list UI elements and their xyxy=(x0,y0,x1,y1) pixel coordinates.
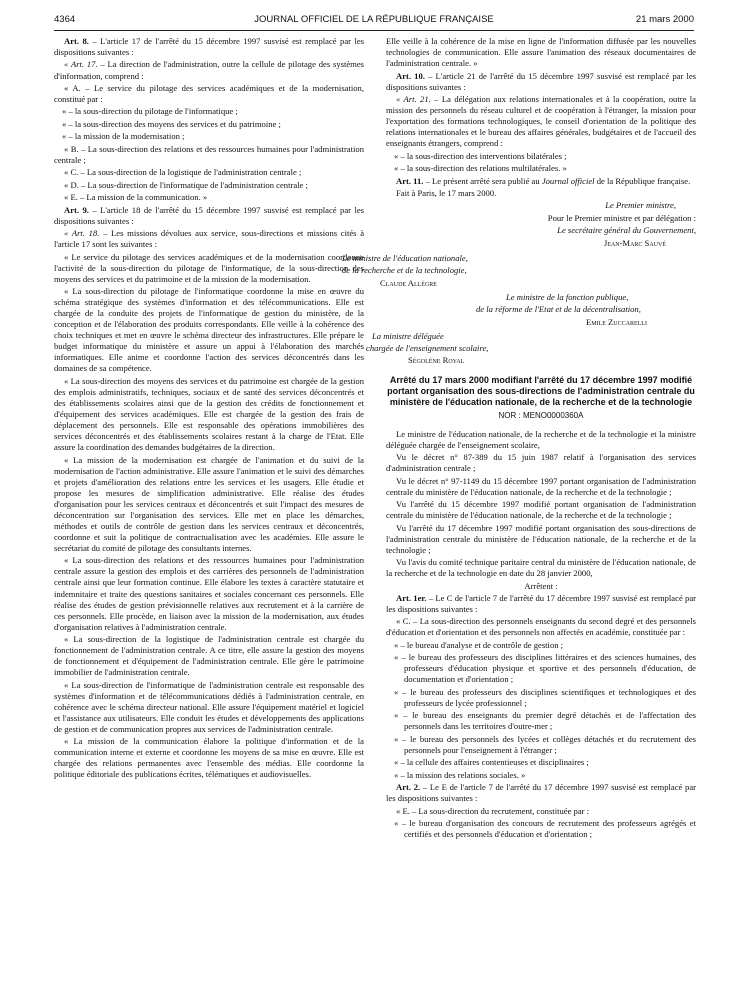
signature-title: chargée de l'enseignement scolaire, xyxy=(366,343,489,354)
signature-title: La ministre déléguée xyxy=(372,330,444,341)
list-item: « – la sous-direction des moyens des services et du patrimoine ; xyxy=(62,118,281,129)
header-rule xyxy=(54,30,694,31)
list-item: « – la mission de la modernisation ; xyxy=(62,131,185,142)
paragraph: Vu le décret n° 97-1149 du 15 décembre 1997 portant organisation de l'administration centrale du ministère de l'éducation nationale, de la recherche et de la technologie ; xyxy=(386,475,696,497)
article-11: Art. 11. – Le présent arrêté sera publié au Journal officiel de la République française. xyxy=(396,175,691,186)
paragraph: « La sous-direction des moyens des services et du patrimoine est chargée de la gestion des emplois administratifs, techniques, sociaux et de santé des services déconcentrés et des établissements scolaires ainsi que de la gestion des crédits de fonctionnement et d'équipement des services académiques. Elle est chargée de la gestion des frais de déplacement des personnels. Elle est responsable des opérations immobilières des services déconcentrés et des établissements scolaires restant à la charge de l'Etat. Elle assure la coordination des demandes budgétaires de la direction. xyxy=(54,375,364,453)
paragraph: « D. – La sous-direction de l'informatique de l'administration centrale ; xyxy=(64,179,308,190)
signature-name: Emile Zuccarelli xyxy=(586,316,647,327)
paragraph: Vu l'arrêté du 17 décembre 1997 modifié portant organisation des sous-directions de l'administration centrale du ministère de l'éducation nationale, de la recherche et de la technologie ; xyxy=(386,522,696,555)
paragraph: « La sous-direction des relations et des ressources humaines pour l'administration centrale assure la gestion des emplois et des carrières des personnels de l'administration centrale ainsi que leur formation continue. Elle élabore les textes à caractère statutaire et indemnitaire et traite des questions sanitaires et sociales concernant ces personnels. Elle réalise des études de gestion prévisionnelle relatives aux recrutement et à la carrière de ces personnels. Elle procède, en liaison avec la mission de la modernisation, aux études d'organisation relatives à l'administration centrale. xyxy=(54,555,364,632)
paragraph: « La sous-direction de la logistique de l'administration centrale est chargée du fonctionnement de l'administration centrale. A ce titre, elle assure la gestion des moyens de fonctionnement et d'équipement de l'administration centrale. Elle gère le patrimoine immobilier de l'administration centrale. xyxy=(54,634,364,678)
signature-title: de la réforme de l'Etat et de la décentralisation, xyxy=(476,304,641,315)
page-number: 4364 xyxy=(54,14,76,25)
article-1: Art. 1er. – Le C de l'article 7 de l'arrêté du 17 décembre 1997 susvisé est remplacé par les dispositions suivantes : xyxy=(386,592,696,614)
signature-delegation: Pour le Premier ministre et par délégation : xyxy=(547,212,696,223)
paragraph: Le ministre de l'éducation nationale, de la recherche et de la technologie et la ministre déléguée chargée de l'enseignement scolaire, xyxy=(386,428,696,450)
paragraph: « A. – Le service du pilotage des services académiques et de la modernisation, constitué par : xyxy=(54,82,364,105)
decree-title: Arrêté du 17 mars 2000 modifiant l'arrêté du 17 décembre 1997 modifié portant organisation des sous-directions de l'administration centrale du ministère de l'éducation nationale, de la recherche et de la technologie xyxy=(387,374,695,407)
signature-title: Le ministre de l'éducation nationale, xyxy=(342,252,468,263)
paragraph: « C. – La sous-direction des personnels enseignants du second degré et des personnels d'éducation et d'orientation et des personnels non affectés en académie, constituée par : xyxy=(386,616,696,638)
article-10: Art. 10. – L'article 21 de l'arrêté du 15 décembre 1997 susvisé est remplacé par les dispositions suivantes : xyxy=(386,70,697,92)
list-item: « – le bureau des professeurs des disciplines littéraires et des sciences humaines, des professeurs d'éducation physique et sportive et des personnels d'éducation, de documentation et d'orientation ; xyxy=(394,652,696,685)
article-9: Art. 9. – L'article 18 de l'arrêté du 15 décembre 1997 susvisé est remplacé par les dispositions suivantes : xyxy=(54,204,364,226)
list-item: « – le bureau d'organisation des concours de recrutement des professeurs agrégés et certifiés et des personnels d'éducation et d'orientation ; xyxy=(394,818,696,840)
signature-name: Ségolène Royal xyxy=(408,355,465,366)
right-column xyxy=(342,36,697,842)
paragraph: « La sous-direction du pilotage de l'informatique coordonne la mise en œuvre du schéma stratégique des systèmes d'information et des télécommunications. Elle est chargée de la conduite des projets de l'informatique de gestion du ministère, de la conception et de l'élaboration des produits correspondants. Elle veille à la cohérence des choix techniques et met en œuvre le schéma directeur des infrastructures. Elle prépare le budget informatique du ministère et assure un appui à l'élaboration des marchés informatiques. Elle anime et coordonne l'action des services déconcentrés dans les domaines de sa compétence. xyxy=(54,286,364,374)
list-item: « – le bureau d'analyse et de contrôle de gestion ; xyxy=(394,639,564,650)
paragraph: Vu l'arrêté du 15 décembre 1997 modifié portant organisation de l'administration centrale du ministère de l'éducation nationale, de la recherche et de la technologie ; xyxy=(386,499,696,521)
list-item: « – la sous-direction des interventions bilatérales ; xyxy=(394,150,567,161)
signature-title: Le ministre de la fonction publique, xyxy=(506,291,629,302)
paragraph: Elle veille à la cohérence de la mise en ligne de l'information diffusée par les nouvelles technologies de communication. Elle assure l'animation des réseaux documentaires de l'administration centrale. » xyxy=(386,36,696,69)
paragraph: « B. – La sous-direction des relations et des ressources humaines pour l'administration centrale ; xyxy=(54,143,364,165)
article-2: Art. 2. – Le E de l'article 7 de l'arrêté du 17 décembre 1997 susvisé est remplacé par les dispositions suivantes : xyxy=(386,782,697,804)
paragraph: « E. – La mission de la communication. » xyxy=(64,192,208,203)
journal-title: JOURNAL OFFICIEL DE LA RÉPUBLIQUE FRANÇAISE xyxy=(254,14,494,25)
signature-name: Claude Allègre xyxy=(380,277,437,288)
list-item: « – la cellule des affaires contentieuses et disciplinaires ; xyxy=(394,757,589,768)
article-17: « Art. 17. – La direction de l'administration, outre la cellule de pilotage des systèmes d'information, comprend : xyxy=(54,59,365,81)
left-column xyxy=(54,36,364,782)
signature-title: de la recherche et de la technologie, xyxy=(342,265,467,276)
article-21: « Art. 21. – La délégation aux relations internationales et à la coopération, outre la mission des personnels du réseau culturel et de coopération à l'étranger, la mission pour l'exportation des formations technologiques, le conseil d'orientation de la politique des relations internationales et le bureau des affaires générales, budgétaires et de l'accueil des enseignants étrangers, comprend : xyxy=(386,94,696,149)
arretent: Arrêtent : xyxy=(524,580,558,591)
list-item: « – la sous-direction du pilotage de l'informatique ; xyxy=(62,106,238,117)
paragraph: Vu le décret n° 87-389 du 15 juin 1987 relatif à l'organisation des services d'administration centrale ; xyxy=(386,452,696,474)
list-item: « – la sous-direction des relations multilatérales. » xyxy=(394,163,567,174)
list-item: « – le bureau des personnels des lycées et collèges détachés et du recrutement des personnels pour l'enseignement à l'étranger ; xyxy=(394,733,696,755)
paragraph: « E. – La sous-direction du recrutement, constituée par : xyxy=(396,805,590,816)
signature-title: Le secrétaire général du Gouvernement, xyxy=(557,225,696,236)
page-header xyxy=(54,14,694,28)
done-at: Fait à Paris, le 17 mars 2000. xyxy=(396,187,497,198)
signature-title: Le Premier ministre, xyxy=(605,200,676,211)
paragraph: Vu l'avis du comité technique paritaire central du ministère de l'éducation nationale, de la recherche et de la technologie en date du 28 janvier 2000, xyxy=(386,557,696,579)
article-18: « Art. 18. – Les missions dévolues aux service, sous-directions et missions cités à l'article 17 sont les suivantes : xyxy=(54,228,365,250)
article-8: Art. 8. – L'article 17 de l'arrêté du 15 décembre 1997 susvisé est remplacé par les dispositions suivantes : xyxy=(54,36,364,58)
issue-date: 21 mars 2000 xyxy=(635,14,694,25)
signature-name: Jean-Marc Sauvé xyxy=(603,237,666,248)
list-item: « – le bureau des enseignants du premier degré détachés et de l'affectation des personnels dans les territoires d'outre-mer ; xyxy=(394,710,696,732)
paragraph: « La sous-direction de l'informatique de l'administration centrale est responsable des systèmes d'information et de télécommunications dédiés à l'administration centrale, en cohérence avec le schéma directeur national. Elle assure l'équipement matériel et logiciel et l'assistance aux utilisateurs. Elle conduit les études et développements des applications de gestion et de communication propres aux services de l'administration centrale. xyxy=(54,679,364,734)
paragraph: « Le service du pilotage des services académiques et de la modernisation coordonne l'activité de la sous-direction du pilotage de l'informatique, de la sous-direction des moyens des services et du patrimoine et de la mission de la modernisation. xyxy=(54,251,364,284)
nor-reference: NOR : MENO0000360A xyxy=(498,410,584,420)
list-item: « – la mission des relations sociales. » xyxy=(394,769,526,780)
paragraph: « La mission de la communication élabore la politique d'information et de la communication interne et externe et coordonne les moyens de sa mise en œuvre. Elle est chargée des relations permanentes avec l'ensemble des médias. Elle coordonne la politique éditoriale des publications écrites, télématiques et audiovisuelles. xyxy=(54,736,364,780)
paragraph: « La mission de la modernisation est chargée de l'animation et du suivi de la modernisation de l'action administrative. Elle assure l'animation et le suivi des démarches et projets d'amélioration des relations entre les services et les usagers. Elle étudie et propose les mesures de simplification administrative. Elle réalise des études d'organisation pour les services centraux et déconcentrés et suit l'impact des mesures de déconcentration sur l'organisation des services. Elle met en place les démarches, méthodes et outils de contrôle de gestion dans les services centraux et déconcentrés, coordonne et suit la politique de contractualisation avec les académies. Elle assure le secrétariat du comité de pilotage des consultants internes. xyxy=(54,454,364,553)
paragraph: « C. – La sous-direction de la logistique de l'administration centrale ; xyxy=(64,167,302,178)
list-item: « – le bureau des professeurs des disciplines scientifiques et technologiques et des professeurs de lycée professionnel ; xyxy=(394,686,696,708)
